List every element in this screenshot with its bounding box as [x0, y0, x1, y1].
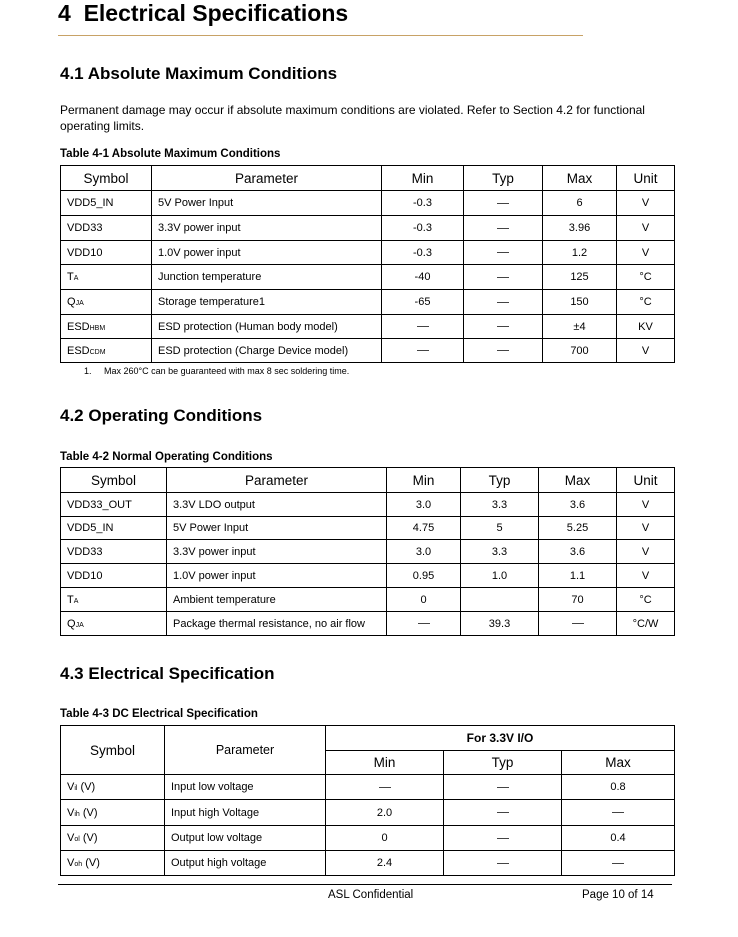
cell-param: Storage temperature1 [152, 290, 382, 315]
cell-min: 0 [387, 588, 461, 612]
symbol-text: VDD10 [67, 246, 103, 259]
em-dash-mark [497, 326, 509, 327]
cell-min: 3.0 [387, 540, 461, 564]
cell-unit: V [617, 517, 675, 540]
cell-param: Input low voltage [165, 775, 326, 800]
cell-max: 3.6 [539, 540, 617, 564]
cell-min: -0.3 [382, 241, 464, 265]
cell-unit: V [617, 493, 675, 517]
cell-min: -0.3 [382, 191, 464, 216]
cell-min: -65 [382, 290, 464, 315]
em-dash-mark [497, 277, 509, 278]
col-unit-header: Unit [617, 166, 675, 191]
dc-electrical-table [60, 725, 675, 876]
cell-max [562, 851, 675, 876]
table-row [61, 339, 675, 363]
footnote-text: Max 260°C can be guaranteed with max 8 sec soldering time. [104, 366, 350, 376]
em-dash-mark [497, 787, 509, 788]
cell-typ: 39.3 [461, 612, 539, 636]
em-dash-mark [497, 863, 509, 864]
table-4-1-footnote [84, 366, 349, 376]
heading-4-1: 4.1 Absolute Maximum Conditions [60, 64, 338, 83]
col-max-header: Max [539, 468, 617, 493]
table-4-3-caption: Table 4-3 DC Electrical Specification [60, 708, 258, 720]
cell-max: 1.2 [543, 241, 617, 265]
symbol-unit: (V) [79, 832, 98, 844]
cell-param: 3.3V LDO output [167, 493, 387, 517]
col-parameter-header: Parameter [167, 468, 387, 493]
title-rule [58, 35, 583, 36]
cell-param: 1.0V power input [152, 241, 382, 265]
cell-unit: V [617, 191, 675, 216]
cell-typ [464, 265, 543, 290]
footnote-number: 1. [84, 366, 92, 376]
table-row [61, 851, 675, 876]
absolute-max-table [60, 165, 675, 363]
cell-param: ESD protection (Charge Device model) [152, 339, 382, 363]
symbol-text: Q [67, 617, 76, 630]
symbol-subscript: oh [74, 861, 83, 868]
cell-max: ±4 [543, 315, 617, 339]
cell-sym [61, 216, 152, 241]
cell-typ [444, 800, 562, 826]
cell-typ: 3.3 [461, 540, 539, 564]
table-row [61, 517, 675, 540]
cell-typ [444, 775, 562, 800]
cell-sym [61, 612, 167, 636]
em-dash-mark [417, 350, 429, 351]
heading-4-3: 4.3 Electrical Specification [60, 664, 275, 683]
cell-max: 3.6 [539, 493, 617, 517]
em-dash-mark [497, 812, 509, 813]
cell-sym [61, 265, 152, 290]
cell-typ [464, 241, 543, 265]
cell-max: 5.25 [539, 517, 617, 540]
cell-min: 4.75 [387, 517, 461, 540]
cell-min: 0 [326, 826, 444, 851]
table-row [61, 612, 675, 636]
footer-page-number: Page 10 of 14 [582, 889, 654, 901]
col-symbol-header: Symbol [61, 468, 167, 493]
em-dash-mark [497, 302, 509, 303]
col-typ-header: Typ [464, 166, 543, 191]
symbol-subscript: il [74, 785, 78, 792]
cell-min [382, 339, 464, 363]
table-row [61, 564, 675, 588]
table-header-row [61, 166, 675, 191]
col-min-header: Min [382, 166, 464, 191]
em-dash-mark [418, 623, 430, 624]
cell-param: Junction temperature [152, 265, 382, 290]
cell-unit: V [617, 540, 675, 564]
section-title [58, 0, 348, 27]
table-4-2-caption: Table 4-2 Normal Operating Conditions [60, 451, 273, 463]
cell-typ [464, 339, 543, 363]
cell-min: 0.95 [387, 564, 461, 588]
symbol-subscript: ol [74, 836, 80, 843]
cell-typ [464, 216, 543, 241]
col-symbol-header: Symbol [61, 166, 152, 191]
cell-unit: KV [617, 315, 675, 339]
table-header-row [61, 468, 675, 493]
symbol-text: Q [67, 296, 76, 308]
em-dash-mark [497, 252, 509, 253]
cell-max [562, 800, 675, 826]
footer-confidential: ASL Confidential [328, 889, 414, 901]
cell-sym [61, 191, 152, 216]
cell-typ: 3.3 [461, 493, 539, 517]
footer-rule [58, 884, 672, 885]
col-typ-header: Typ [444, 751, 562, 775]
em-dash-mark [612, 863, 624, 864]
cell-unit: V [617, 216, 675, 241]
em-dash-mark [379, 787, 391, 788]
symbol-text: ESD [67, 320, 90, 333]
symbol-subscript: A [73, 275, 79, 282]
cell-sym [61, 241, 152, 265]
em-dash-mark [572, 623, 584, 624]
cell-unit: °C [617, 290, 675, 315]
cell-typ [444, 851, 562, 876]
col-min-header: Min [326, 751, 444, 775]
section-number: 4 [58, 0, 71, 26]
cell-min: 2.4 [326, 851, 444, 876]
cell-sym [61, 800, 165, 826]
table-row [61, 588, 675, 612]
table-row [61, 241, 675, 265]
intro-paragraph: Permanent damage may occur if absolute maximum conditions are violated. Refer to Section 4.2 for functional operating limits. [60, 103, 645, 133]
table-row [61, 540, 675, 564]
table-row [61, 290, 675, 315]
cell-min [382, 315, 464, 339]
col-parameter-header: Parameter [165, 726, 326, 775]
symbol-text: VDD10 [67, 569, 103, 582]
cell-max [539, 612, 617, 636]
cell-param: Package thermal resistance, no air flow [167, 612, 387, 636]
cell-min: -40 [382, 265, 464, 290]
cell-sym [61, 493, 167, 517]
cell-param: 5V Power Input [152, 191, 382, 216]
cell-sym [61, 588, 167, 612]
cell-max: 700 [543, 339, 617, 363]
cell-min [387, 612, 461, 636]
symbol-unit: (V) [77, 781, 96, 793]
symbol-subscript: A [73, 597, 79, 605]
cell-max: 0.8 [562, 775, 675, 800]
col-max-header: Max [543, 166, 617, 191]
cell-unit: °C [617, 588, 675, 612]
symbol-text: VDD5_IN [67, 522, 114, 534]
cell-param: 5V Power Input [167, 517, 387, 540]
cell-typ: 5 [461, 517, 539, 540]
cell-max: 1.1 [539, 564, 617, 588]
cell-sym [61, 826, 165, 851]
cell-sym [61, 339, 152, 363]
symbol-subscript: JA [75, 621, 84, 629]
table-row [61, 775, 675, 800]
col-parameter-header: Parameter [152, 166, 382, 191]
symbol-text: V [67, 857, 75, 869]
col-typ-header: Typ [461, 468, 539, 493]
cell-sym [61, 290, 152, 315]
symbol-text: VDD33 [67, 222, 103, 234]
table-row [61, 191, 675, 216]
cell-param: Ambient temperature [167, 588, 387, 612]
cell-min: 3.0 [387, 493, 461, 517]
io-group-header: For 3.3V I/O [326, 726, 675, 751]
cell-sym [61, 517, 167, 540]
cell-max: 6 [543, 191, 617, 216]
table-4-1-caption: Table 4-1 Absolute Maximum Conditions [60, 148, 281, 160]
col-symbol-header: Symbol [61, 726, 165, 775]
symbol-text: V [67, 806, 75, 819]
cell-param: Input high Voltage [165, 800, 326, 826]
cell-sym [61, 564, 167, 588]
cell-min: 2.0 [326, 800, 444, 826]
section-title-text: Electrical Specifications [83, 0, 349, 26]
cell-min [326, 775, 444, 800]
cell-typ [464, 191, 543, 216]
cell-param: 3.3V power input [152, 216, 382, 241]
symbol-text: V [67, 781, 75, 793]
cell-typ [464, 315, 543, 339]
cell-param: 3.3V power input [167, 540, 387, 564]
cell-typ [464, 290, 543, 315]
heading-4-2: 4.2 Operating Conditions [60, 406, 263, 425]
symbol-text: ESD [67, 344, 90, 357]
cell-param: 1.0V power input [167, 564, 387, 588]
col-unit-header: Unit [617, 468, 675, 493]
cell-max: 3.96 [543, 216, 617, 241]
table-row [61, 216, 675, 241]
cell-unit: V [617, 241, 675, 265]
symbol-text: VDD33 [67, 545, 103, 558]
cell-unit: V [617, 339, 675, 363]
cell-typ [461, 588, 539, 612]
table-row [61, 493, 675, 517]
em-dash-mark [497, 838, 509, 839]
cell-max: 0.4 [562, 826, 675, 851]
cell-typ: 1.0 [461, 564, 539, 588]
symbol-text: T [67, 593, 74, 606]
cell-max: 125 [543, 265, 617, 290]
cell-unit: V [617, 564, 675, 588]
symbol-text: T [67, 271, 74, 283]
cell-min: -0.3 [382, 216, 464, 241]
cell-sym [61, 540, 167, 564]
symbol-text: VDD5_IN [67, 197, 114, 209]
table-row [61, 800, 675, 826]
cell-sym [61, 775, 165, 800]
cell-param: Output low voltage [165, 826, 326, 851]
cell-max: 70 [539, 588, 617, 612]
cell-unit: °C/W [617, 612, 675, 636]
table-row [61, 315, 675, 339]
em-dash-mark [497, 228, 509, 229]
em-dash-mark [497, 203, 509, 204]
cell-param: Output high voltage [165, 851, 326, 876]
cell-typ [444, 826, 562, 851]
cell-sym [61, 315, 152, 339]
cell-max: 150 [543, 290, 617, 315]
operating-conditions-table [60, 467, 675, 636]
table-row [61, 265, 675, 290]
symbol-text: V [67, 832, 75, 844]
em-dash-mark [417, 326, 429, 327]
col-min-header: Min [387, 468, 461, 493]
symbol-unit: (V) [82, 857, 100, 869]
symbol-unit: (V) [79, 806, 98, 819]
symbol-text: VDD33_OUT [67, 498, 132, 511]
symbol-subscript: JA [75, 300, 84, 307]
symbol-subscript: HBM [89, 324, 106, 332]
cell-sym [61, 851, 165, 876]
em-dash-mark [612, 812, 624, 813]
table-row [61, 826, 675, 851]
symbol-subscript: ih [74, 810, 80, 818]
col-max-header: Max [562, 751, 675, 775]
symbol-subscript: CDM [89, 348, 106, 356]
cell-unit: °C [617, 265, 675, 290]
em-dash-mark [497, 350, 509, 351]
cell-param: ESD protection (Human body model) [152, 315, 382, 339]
